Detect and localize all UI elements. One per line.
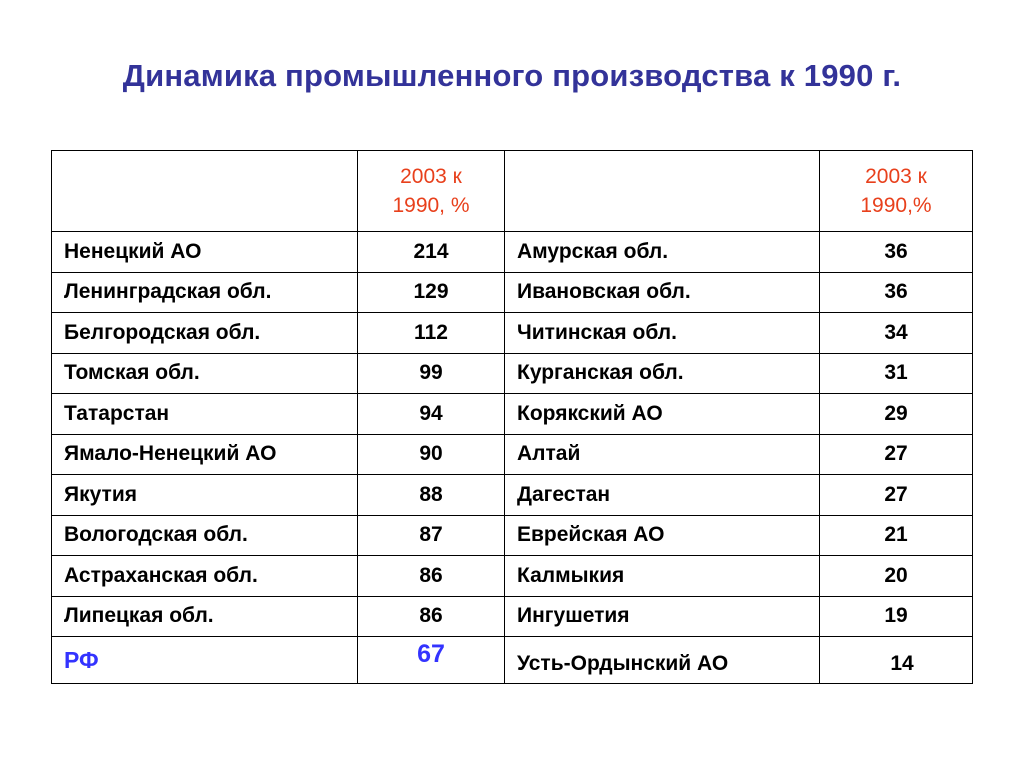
header-left-region xyxy=(52,151,358,232)
right-value: 36 xyxy=(820,272,973,313)
header-left-value-line1: 2003 к xyxy=(400,165,462,188)
left-value: 87 xyxy=(358,515,505,556)
table-row xyxy=(52,475,973,516)
total-right-value: 14 xyxy=(890,652,914,675)
right-value: 34 xyxy=(820,313,973,354)
table-row xyxy=(52,434,973,475)
total-right-name: Усть-Ордынский АО xyxy=(517,652,729,675)
slide-title: Динамика промышленного производства к 1990 г. xyxy=(122,58,902,93)
right-value: 31 xyxy=(820,353,973,394)
left-region-name: Томская обл. xyxy=(52,353,358,394)
left-value: 88 xyxy=(358,475,505,516)
left-region-name: Вологодская обл. xyxy=(52,515,358,556)
left-value: 214 xyxy=(358,232,505,273)
header-right-value-line2: 1990,% xyxy=(860,194,932,217)
right-region-name: Ивановская обл. xyxy=(505,272,820,313)
right-region-name: Читинская обл. xyxy=(505,313,820,354)
table-total-row xyxy=(52,637,973,684)
left-value: 129 xyxy=(358,272,505,313)
left-region-name: Астраханская обл. xyxy=(52,556,358,597)
right-region-name: Еврейская АО xyxy=(505,515,820,556)
left-value: 86 xyxy=(358,556,505,597)
table-body xyxy=(52,151,973,684)
total-left-name: РФ xyxy=(64,646,99,673)
header-left-value xyxy=(358,151,505,232)
table-row xyxy=(52,353,973,394)
total-left-name-cell xyxy=(52,637,358,684)
table-row xyxy=(52,394,973,435)
left-value: 99 xyxy=(358,353,505,394)
left-value: 86 xyxy=(358,596,505,637)
production-table xyxy=(51,150,973,684)
total-left-value-cell xyxy=(358,637,505,684)
left-region-name: Татарстан xyxy=(52,394,358,435)
header-left-value-line2: 1990, % xyxy=(392,194,470,217)
right-value: 27 xyxy=(820,475,973,516)
right-region-name: Дагестан xyxy=(505,475,820,516)
table-row xyxy=(52,556,973,597)
table-row xyxy=(52,232,973,273)
table-header-row xyxy=(52,151,973,232)
header-right-value xyxy=(820,151,973,232)
header-right-region xyxy=(505,151,820,232)
left-region-name: Липецкая обл. xyxy=(52,596,358,637)
left-value: 90 xyxy=(358,434,505,475)
left-region-name: Белгородская обл. xyxy=(52,313,358,354)
table-row xyxy=(52,515,973,556)
right-value: 36 xyxy=(820,232,973,273)
table-row xyxy=(52,313,973,354)
header-right-value-line1: 2003 к xyxy=(865,165,927,188)
table-row xyxy=(52,272,973,313)
left-value: 94 xyxy=(358,394,505,435)
left-region-name: Ненецкий АО xyxy=(52,232,358,273)
right-value: 27 xyxy=(820,434,973,475)
right-value: 19 xyxy=(820,596,973,637)
left-region-name: Ленинградская обл. xyxy=(52,272,358,313)
right-region-name: Корякский АО xyxy=(505,394,820,435)
total-right-value-cell xyxy=(820,637,973,684)
right-region-name: Калмыкия xyxy=(505,556,820,597)
total-left-value: 67 xyxy=(417,639,445,668)
right-region-name: Курганская обл. xyxy=(505,353,820,394)
right-value: 20 xyxy=(820,556,973,597)
table-row xyxy=(52,596,973,637)
total-right-name-cell xyxy=(505,637,820,684)
right-region-name: Ингушетия xyxy=(505,596,820,637)
left-region-name: Ямало-Ненецкий АО xyxy=(52,434,358,475)
right-region-name: Амурская обл. xyxy=(505,232,820,273)
right-value: 29 xyxy=(820,394,973,435)
left-value: 112 xyxy=(358,313,505,354)
right-value: 21 xyxy=(820,515,973,556)
right-region-name: Алтай xyxy=(505,434,820,475)
left-region-name: Якутия xyxy=(52,475,358,516)
